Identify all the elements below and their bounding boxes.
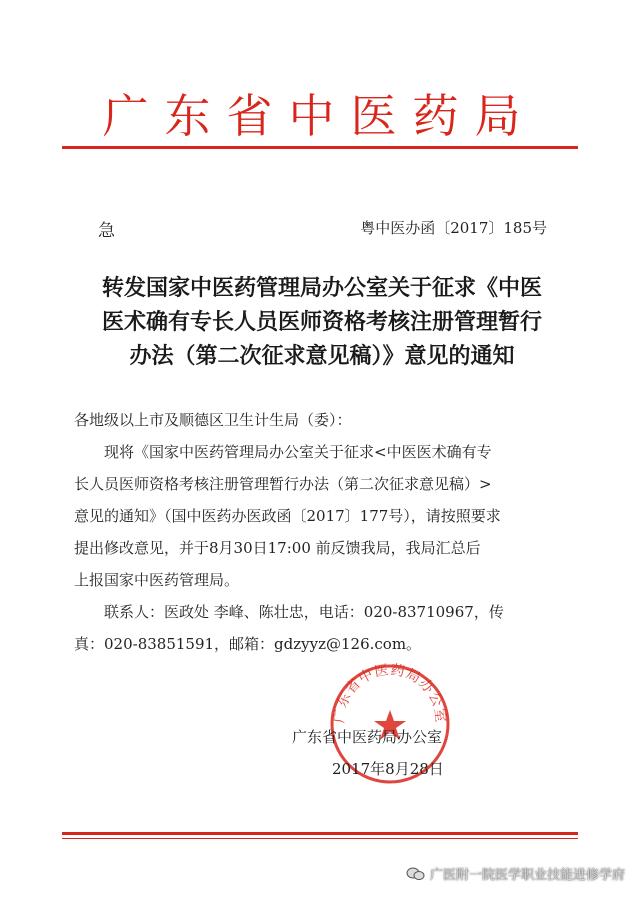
body-line: 现将《国家中医药管理局办公室关于征求<中医医术确有专 bbox=[104, 443, 492, 461]
seal-text: 广东省中医药局办公室 bbox=[331, 662, 449, 724]
issuer-signature: 广东省中医药局办公室 bbox=[292, 728, 443, 746]
issue-date: 2017年8月28日 bbox=[332, 760, 444, 778]
headline-line: 办法（第二次征求意见稿）》意见的通知 bbox=[129, 344, 515, 369]
urgency-mark: 急 bbox=[98, 221, 115, 241]
body-line: 提出修改意见，并于8月30日17:00 前反馈我局，我局汇总后 bbox=[74, 539, 481, 557]
document-body bbox=[74, 404, 564, 660]
salutation: 各地级以上市及顺德区卫生计生局（委）： bbox=[74, 411, 352, 429]
contact-line: 联系人：医政处 李峰、陈壮忠，电话：020-83710967，传 bbox=[104, 603, 504, 621]
letterhead-title: 广东省中医药局 bbox=[102, 89, 537, 143]
watermark bbox=[406, 864, 625, 883]
footer-rule bbox=[62, 832, 578, 835]
letterhead-rule bbox=[62, 146, 578, 149]
headline-line: 转发国家中医药管理局办公室关于征求《中医 bbox=[101, 276, 542, 301]
headline-line: 医术确有专长人员医师资格考核注册管理暂行 bbox=[101, 310, 542, 335]
document-headline bbox=[72, 272, 572, 374]
wechat-icon bbox=[406, 867, 426, 881]
contact-line: 真：020-83851591，邮箱：gdzyyz@126.com。 bbox=[74, 635, 422, 653]
body-line: 意见的通知》（国中医药办医政函〔2017〕177号），请按照要求 bbox=[74, 507, 501, 525]
footer-rule-thin bbox=[62, 838, 578, 839]
body-line: 长人员医师资格考核注册管理暂行办法（第二次征求意见稿）> bbox=[74, 475, 492, 493]
document-number: 粤中医办函〔2017〕185号 bbox=[360, 219, 547, 237]
body-line: 上报国家中医药管理局。 bbox=[74, 571, 240, 589]
watermark-text: 广医附一院医学职业技能进修学府 bbox=[429, 868, 625, 883]
